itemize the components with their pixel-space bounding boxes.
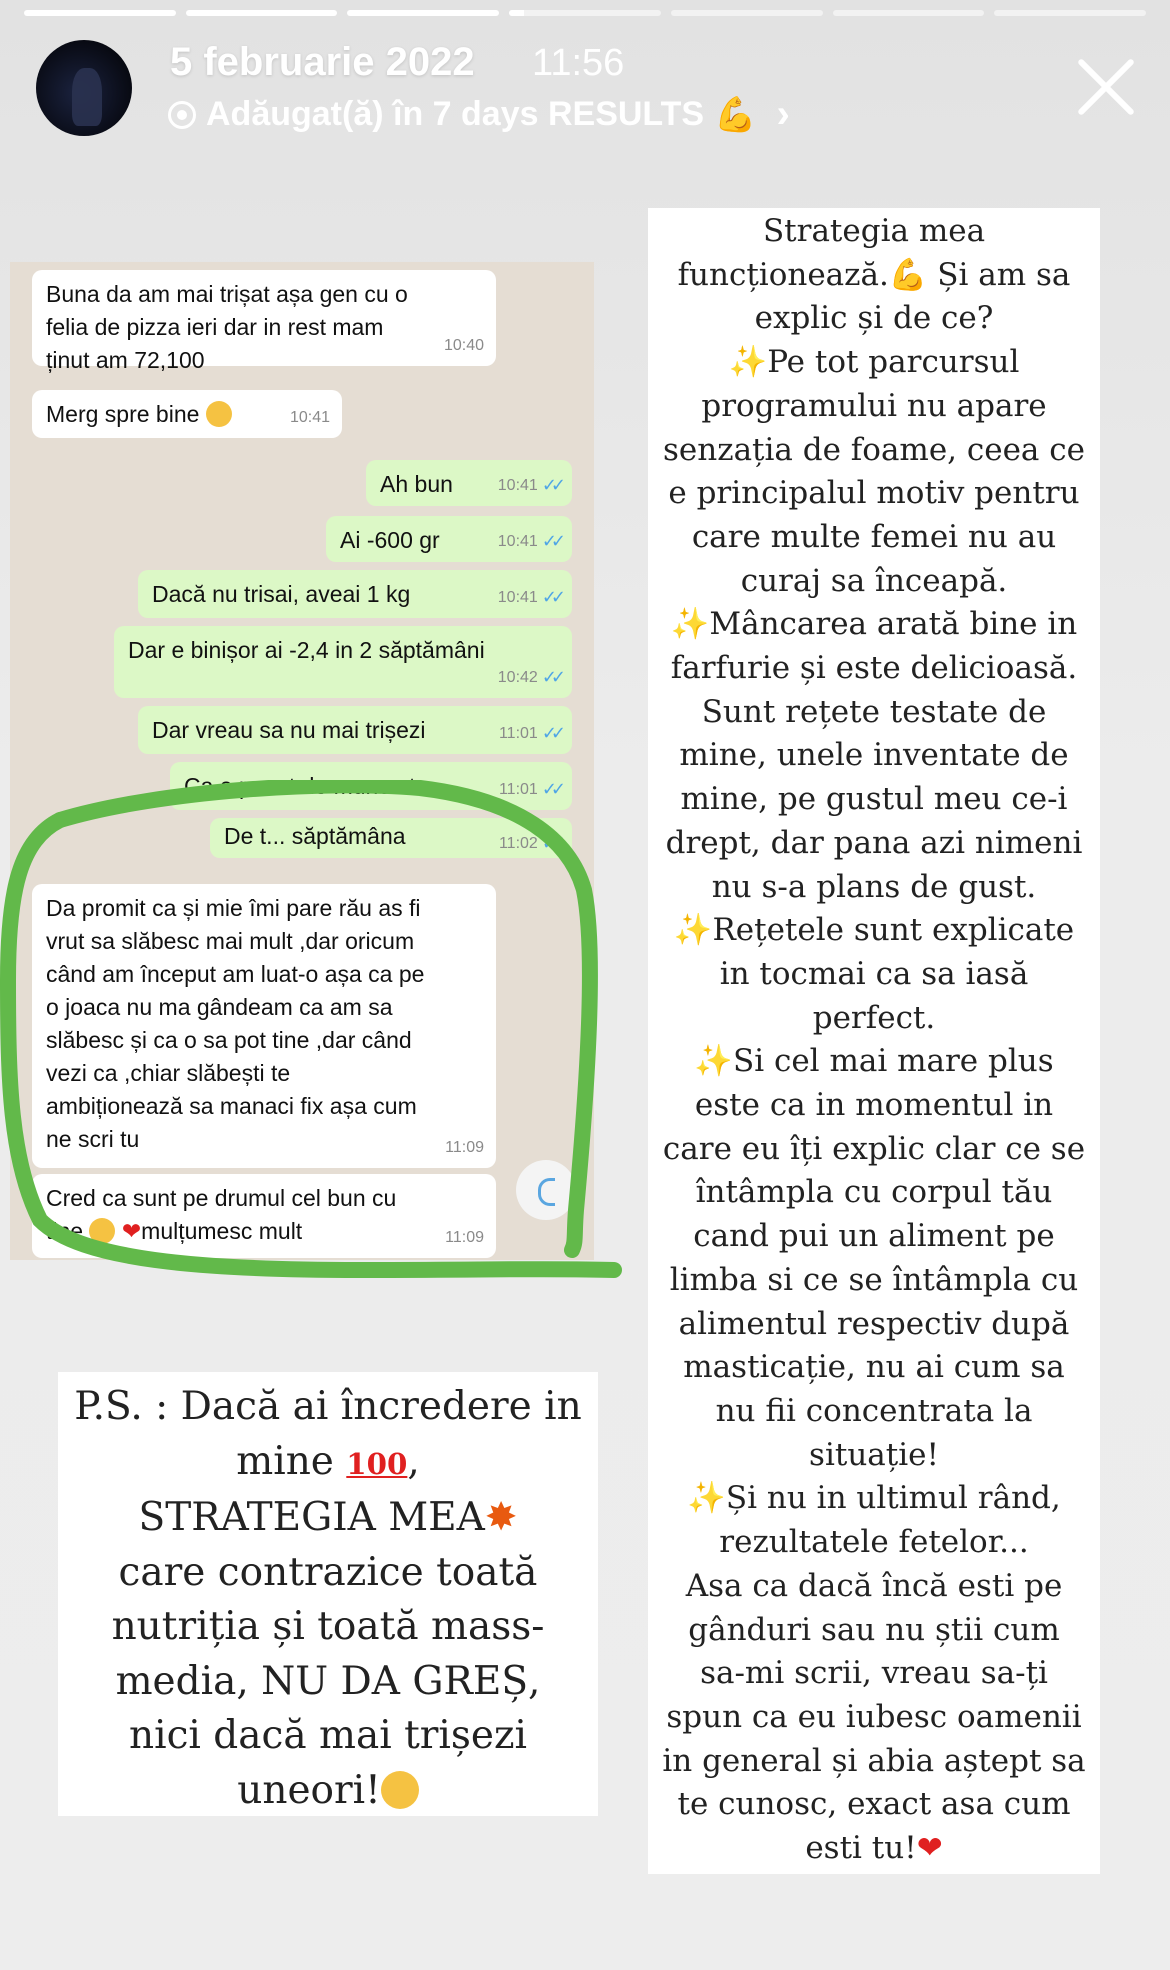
story-time: 11:56 <box>532 42 625 84</box>
sparkle-icon: ✨ <box>670 606 710 643</box>
chat-message-outgoing <box>210 818 572 858</box>
chat-message-incoming <box>32 270 496 373</box>
double-tick-icon: ✓✓ <box>541 587 560 607</box>
close-icon[interactable] <box>1074 56 1138 120</box>
heart-icon: ❤ <box>916 1830 943 1867</box>
progress-segment <box>994 10 1146 16</box>
ps-text: P.S. : Dacă ai încredere in mine 100, STRATEGIA MEA✸ care contrazice toată nutriția și toată mass- media, NU DA GREȘ, nici dacă mai trișezi uneori! <box>74 1384 582 1813</box>
double-tick-icon: ✓✓ <box>541 779 560 799</box>
message-time: 11:01 <box>498 725 538 742</box>
strategy-text: Strategia mea funcționează.💪 Și am sa explic și de ce? ✨Pe tot parcursul programului nu apare senzația de foame, ceea ce e principalul motiv pentru care multe femei nu au curaj sa înceapă. ✨Mâncarea arată bine in farfurie și este delicioasă. Sunt rețete testate de mine, unele inventate de mine, pe gustul meu ce-i drept, dar pana azi nimeni nu s-a plans de gust. ✨Rețetele sunt explicate in tocmai ca sa iasă perfect. ✨Si cel mai mare plus este ca in momentul in care eu îți explic clar ce se întâmpla cu corpul tău cand pui un aliment pe limba si ce se întâmpla cu alimentul respectiv după masticație, nu ai cum sa nu fii concentrata la situație! ✨Și nu in ultimul rând, rezultatele fetelor... Asa ca dacă încă esti pe gânduri sau nu știi cum sa-mi scrii, vreau sa-ți spun ca eu iubesc oamenii in general și abia aștept sa te cunosc, exact asa cum esti tu!❤ <box>662 213 1086 1867</box>
collision-icon: ✸ <box>484 1495 518 1540</box>
progress-segment <box>347 10 499 16</box>
message-time: 10:41 <box>497 533 538 550</box>
message-time: 10:41 <box>497 589 538 606</box>
message-time: 10:42 <box>497 669 538 686</box>
wink-emoji-icon <box>381 1771 419 1809</box>
message-text: Ai -600 gr <box>340 527 440 553</box>
message-time: 11:01 <box>498 781 538 798</box>
chevron-right-icon: › <box>776 92 790 136</box>
strategy-text-panel <box>648 208 1100 1874</box>
progress-segment-current <box>509 10 661 16</box>
muscle-icon: 💪 <box>888 256 928 293</box>
smile-emoji-icon <box>206 401 232 427</box>
message-time: 10:41 <box>289 409 330 426</box>
message-text: De t... săptămâna <box>224 823 406 849</box>
story-progress-bar <box>24 10 1146 16</box>
message-time: 11:09 <box>445 1139 484 1156</box>
message-text: Ca e pacat de munca ta <box>184 773 429 799</box>
message-time: 10:41 <box>497 477 538 494</box>
highlight-icon <box>168 101 196 129</box>
avatar[interactable] <box>36 40 132 136</box>
chat-message-outgoing <box>138 706 572 754</box>
story-date: 5 februarie 2022 <box>170 40 475 84</box>
chat-message-incoming <box>32 1174 496 1258</box>
double-tick-icon: ✓✓ <box>541 475 560 495</box>
message-text: Cred ca sunt pe drumul cel bun cu <box>46 1185 397 1211</box>
kiss-emoji-icon <box>89 1218 115 1244</box>
progress-segment <box>671 10 823 16</box>
message-text: Dar vreau sa nu mai trișezi <box>152 717 426 743</box>
message-text: Dacă nu trisai, aveai 1 kg <box>152 581 411 607</box>
heart-icon: ❤ <box>121 1218 142 1244</box>
progress-segment <box>833 10 985 16</box>
message-text: Da promit ca și mie îmi pare rău as fi vrut sa slăbesc mai mult ,dar oricum când am început am luat-o așa ca pe o joaca nu ma gândeam ca am sa slăbesc și ca o sa pot tine ,dar când vezi ca ,chiar slăbești te ambiționează sa manaci fix așa cum ne scri tu <box>46 895 425 1152</box>
message-text: Dar e binișor ai -2,4 in 2 săptămâni <box>128 637 485 663</box>
double-tick-icon: ✓✓ <box>541 667 560 687</box>
sparkle-icon: ✨ <box>687 1480 726 1517</box>
message-time: 11:09 <box>445 1229 484 1246</box>
progress-segment <box>24 10 176 16</box>
progress-segment <box>186 10 338 16</box>
highlight-link[interactable] <box>168 92 790 137</box>
message-time: 10:40 <box>443 337 484 354</box>
added-to-label: Adăugat(ă) în 7 days RESULTS <box>206 95 705 133</box>
double-tick-icon: ✓✓ <box>541 531 560 551</box>
chat-message-outgoing <box>170 762 572 810</box>
message-text: mulțumesc mult <box>141 1218 303 1244</box>
sparkle-icon: ✨ <box>694 1043 733 1080</box>
hundred-points-icon: 100 <box>346 1446 408 1481</box>
chat-message-outgoing <box>114 626 572 698</box>
sparkle-icon: ✨ <box>673 912 713 949</box>
muscle-icon: 💪 <box>714 95 757 134</box>
message-text: Merg spre bine <box>46 401 200 427</box>
double-tick-icon: ✓✓ <box>541 833 560 853</box>
chat-message-incoming <box>32 390 342 438</box>
chat-screenshot <box>10 262 594 1260</box>
message-time: 11:02 <box>498 835 538 852</box>
chat-message-incoming <box>32 884 496 1168</box>
forward-button[interactable] <box>516 1160 576 1220</box>
double-tick-icon: ✓✓ <box>541 723 560 743</box>
chat-message-outgoing <box>366 460 572 506</box>
chat-message-outgoing <box>138 570 572 618</box>
message-text: tine <box>46 1218 84 1244</box>
message-text: Ah bun <box>380 471 453 497</box>
ps-text-panel <box>58 1372 598 1816</box>
sparkle-icon: ✨ <box>728 344 768 381</box>
chat-message-outgoing <box>326 516 572 562</box>
message-text: Buna da am mai trișat așa gen cu o felia de pizza ieri dar in rest mam ținut am 72,100 <box>46 281 408 373</box>
